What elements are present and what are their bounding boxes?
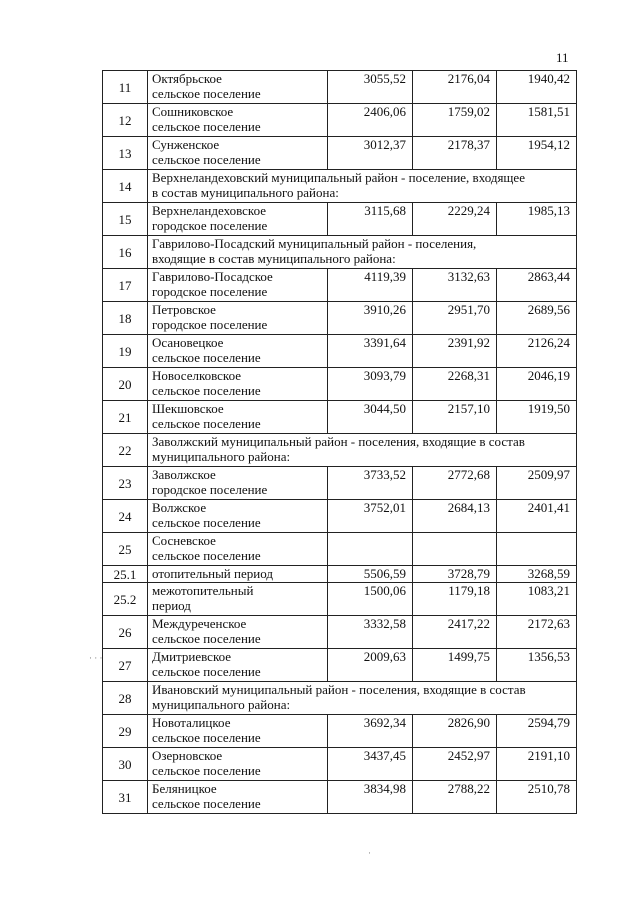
row-number-text: 28 [118, 690, 132, 706]
value-cell-1 [328, 500, 413, 533]
value-text: 2788,22 [447, 781, 490, 796]
dot-mark: · [368, 848, 371, 858]
value-cell-3 [497, 500, 577, 533]
value-text: 2594,79 [527, 715, 570, 730]
district-header-line1: Гаврилово-Посадский муниципальный район - поселения, [152, 236, 477, 251]
value-cell-1 [328, 401, 413, 434]
settlement-name-text: Сунженское [152, 137, 220, 152]
value-cell-3 [497, 335, 577, 368]
table-row [103, 368, 577, 401]
row-number [103, 203, 148, 236]
value-cell-3 [497, 533, 577, 566]
value-text: 2176,04 [447, 71, 490, 86]
row-number [103, 401, 148, 434]
value-cell-2 [413, 335, 497, 368]
table-row [103, 401, 577, 434]
value-cell-2 [413, 71, 497, 104]
row-number-text: 11 [118, 79, 132, 95]
row-number [103, 533, 148, 566]
value-cell-1 [328, 533, 413, 566]
value-text: 3055,52 [363, 71, 406, 86]
settlement-name [148, 269, 328, 302]
settlement-name-text: отопительный период [152, 566, 273, 581]
settlement-type-text: городское поселение [152, 317, 268, 332]
value-text: 3437,45 [363, 748, 406, 763]
row-number-text: 21 [118, 409, 132, 425]
row-number [103, 748, 148, 781]
settlement-name [148, 715, 328, 748]
settlement-name [148, 566, 328, 583]
row-number [103, 649, 148, 682]
value-cell-2 [413, 137, 497, 170]
row-number-text: 25 [118, 541, 132, 557]
value-text: 1985,13 [527, 203, 570, 218]
settlement-type-text: сельское поселение [152, 515, 261, 530]
value-cell-3 [497, 401, 577, 434]
value-cell-1 [328, 649, 413, 682]
value-cell-2 [413, 649, 497, 682]
settlement-type-text: сельское поселение [152, 119, 261, 134]
row-number [103, 583, 148, 616]
row-number [103, 368, 148, 401]
row-number-text: 19 [118, 343, 132, 359]
value-text: 2684,13 [447, 500, 490, 515]
value-text: 3733,52 [363, 467, 406, 482]
value-text: 3332,58 [363, 616, 406, 631]
value-text: 1759,02 [447, 104, 490, 119]
value-text: 2951,70 [447, 302, 490, 317]
table-row [103, 170, 577, 203]
settlement-name [148, 467, 328, 500]
value-text: 4119,39 [364, 269, 406, 284]
value-cell-2 [413, 467, 497, 500]
row-number [103, 236, 148, 269]
value-cell-1 [328, 302, 413, 335]
value-text: 3132,63 [447, 269, 490, 284]
row-number [103, 137, 148, 170]
value-text: 2268,31 [447, 368, 490, 383]
settlement-type-text: сельское поселение [152, 416, 261, 431]
value-cell-1 [328, 616, 413, 649]
row-number [103, 781, 148, 814]
value-cell-1 [328, 467, 413, 500]
value-cell-2 [413, 104, 497, 137]
row-number [103, 302, 148, 335]
settlement-type-text: сельское поселение [152, 350, 261, 365]
value-cell-3 [497, 104, 577, 137]
settlement-name [148, 335, 328, 368]
value-text: 1919,50 [527, 401, 570, 416]
row-number [103, 335, 148, 368]
value-cell-2 [413, 583, 497, 616]
district-header-line1: Ивановский муниципальный район - поселения, входящие в состав [152, 682, 526, 697]
page-number: 11 [556, 50, 569, 65]
row-number-text: 29 [118, 723, 132, 739]
value-text: 2229,24 [447, 203, 490, 218]
value-cell-3 [497, 71, 577, 104]
settlement-name-text: Шекшовское [152, 401, 224, 416]
table-row [103, 434, 577, 467]
settlement-name [148, 500, 328, 533]
district-header-line2: входящие в состав муниципального района: [152, 251, 396, 266]
value-text: 3044,50 [363, 401, 406, 416]
table-row [103, 302, 577, 335]
settlement-name [148, 748, 328, 781]
value-text: 2406,06 [363, 104, 406, 119]
district-header [148, 434, 577, 467]
table-row [103, 583, 577, 616]
table-row [103, 500, 577, 533]
row-number-text: 15 [118, 211, 132, 227]
table-row [103, 335, 577, 368]
row-number-text: 12 [118, 112, 132, 128]
row-number [103, 715, 148, 748]
value-cell-3 [497, 748, 577, 781]
value-text: 2126,24 [527, 335, 570, 350]
settlement-name-text: Сосневское [152, 533, 216, 548]
value-cell-1 [328, 715, 413, 748]
settlement-name-text: Заволжское [152, 467, 216, 482]
value-text: 3012,37 [363, 137, 406, 152]
settlement-name [148, 401, 328, 434]
value-cell-2 [413, 748, 497, 781]
row-number-text: 22 [118, 442, 132, 458]
value-text: 5506,59 [363, 566, 406, 581]
row-number-text: 17 [118, 277, 132, 293]
value-cell-2 [413, 368, 497, 401]
settlement-name-text: Верхнеландеховское [152, 203, 267, 218]
value-text: 1581,51 [527, 104, 570, 119]
value-cell-3 [497, 302, 577, 335]
district-header-line1: Заволжский муниципальный район - поселения, входящие в состав [152, 434, 525, 449]
value-cell-1 [328, 368, 413, 401]
row-number [103, 566, 148, 583]
row-number [103, 434, 148, 467]
district-header [148, 236, 577, 269]
value-cell-2 [413, 302, 497, 335]
value-cell-1 [328, 335, 413, 368]
value-cell-1 [328, 71, 413, 104]
settlement-type-text: городское поселение [152, 218, 268, 233]
row-number [103, 71, 148, 104]
settlement-name-text: Беляницкое [152, 781, 217, 796]
settlement-name [148, 203, 328, 236]
value-text: 3834,98 [363, 781, 406, 796]
value-text: 1940,42 [527, 71, 570, 86]
row-number-text: 16 [118, 244, 132, 260]
value-text: 1499,75 [447, 649, 490, 664]
settlement-type-text: сельское поселение [152, 548, 261, 563]
row-number-text: 24 [118, 508, 132, 524]
value-cell-3 [497, 203, 577, 236]
value-text: 3910,26 [363, 302, 406, 317]
row-number [103, 500, 148, 533]
row-number [103, 269, 148, 302]
value-cell-2 [413, 203, 497, 236]
settlement-type-text: сельское поселение [152, 796, 261, 811]
settlement-name-text: Гаврилово-Посадское [152, 269, 273, 284]
district-header [148, 170, 577, 203]
tariff-table [102, 70, 577, 814]
row-number-text: 20 [118, 376, 132, 392]
value-cell-3 [497, 566, 577, 583]
value-cell-3 [497, 467, 577, 500]
row-number-text: 13 [118, 145, 132, 161]
settlement-name-text: Сошниковское [152, 104, 234, 119]
table-row [103, 104, 577, 137]
value-cell-1 [328, 269, 413, 302]
row-number [103, 616, 148, 649]
settlement-name-text: Волжское [152, 500, 207, 515]
value-cell-2 [413, 781, 497, 814]
value-text: 2772,68 [447, 467, 490, 482]
table-row [103, 236, 577, 269]
value-text: 2510,78 [527, 781, 570, 796]
value-cell-3 [497, 368, 577, 401]
value-cell-1 [328, 583, 413, 616]
settlement-name-text: Новоталицкое [152, 715, 231, 730]
row-number-text: 25.2 [113, 591, 137, 607]
settlement-name-text: Петровское [152, 302, 216, 317]
value-cell-2 [413, 269, 497, 302]
row-number-text: 31 [118, 789, 132, 805]
row-number-text: 23 [118, 475, 132, 491]
value-text: 2509,97 [527, 467, 570, 482]
settlement-type-text: сельское поселение [152, 631, 261, 646]
settlement-type-text: сельское поселение [152, 763, 261, 778]
district-header-line2: в состав муниципального района: [152, 185, 339, 200]
value-text: 2178,37 [447, 137, 490, 152]
row-number-text: 14 [118, 178, 132, 194]
value-cell-2 [413, 616, 497, 649]
row-number [103, 682, 148, 715]
value-text: 3115,68 [364, 203, 406, 218]
settlement-name-text: Осановецкое [152, 335, 224, 350]
value-text: 3391,64 [363, 335, 406, 350]
settlement-name [148, 302, 328, 335]
settlement-name-text: Дмитриевское [152, 649, 232, 664]
value-cell-1 [328, 104, 413, 137]
value-cell-2 [413, 401, 497, 434]
settlement-type-text: сельское поселение [152, 152, 261, 167]
settlement-name [148, 616, 328, 649]
value-text: 2826,90 [447, 715, 490, 730]
settlement-name-text: межотопительный [152, 583, 254, 598]
value-text: 3728,79 [447, 566, 490, 581]
table-row [103, 467, 577, 500]
settlement-type-text: сельское поселение [152, 86, 261, 101]
settlement-type-text: городское поселение [152, 284, 268, 299]
value-text: 3752,01 [363, 500, 406, 515]
value-text: 2391,92 [447, 335, 490, 350]
district-header [148, 682, 577, 715]
value-text: 2452,97 [447, 748, 490, 763]
value-text: 1179,18 [448, 583, 490, 598]
value-cell-1 [328, 203, 413, 236]
settlement-type-text: сельское поселение [152, 730, 261, 745]
table-row [103, 715, 577, 748]
value-cell-2 [413, 533, 497, 566]
table-row [103, 566, 577, 583]
table-row [103, 649, 577, 682]
value-cell-3 [497, 137, 577, 170]
row-number-text: 18 [118, 310, 132, 326]
settlement-name-text: Озерновское [152, 748, 223, 763]
value-text: 2689,56 [527, 302, 570, 317]
settlement-name [148, 649, 328, 682]
district-header-line1: Верхнеландеховский муниципальный район - поселение, входящее [152, 170, 525, 185]
value-cell-1 [328, 748, 413, 781]
value-cell-2 [413, 566, 497, 583]
settlement-name [148, 71, 328, 104]
table-row [103, 269, 577, 302]
row-number [103, 467, 148, 500]
settlement-type-text: период [152, 598, 191, 613]
settlement-name-text: Октябрьское [152, 71, 222, 86]
table-row [103, 616, 577, 649]
value-text: 1083,21 [527, 583, 570, 598]
margin-mark: · · · [89, 653, 103, 663]
settlement-name [148, 583, 328, 616]
value-text: 2009,63 [363, 649, 406, 664]
settlement-name [148, 368, 328, 401]
value-text: 2401,41 [527, 500, 570, 515]
settlement-name [148, 137, 328, 170]
value-text: 3093,79 [363, 368, 406, 383]
value-text: 1356,53 [527, 649, 570, 664]
value-text: 1500,06 [363, 583, 406, 598]
table-row [103, 781, 577, 814]
table-row [103, 137, 577, 170]
settlement-type-text: городское поселение [152, 482, 268, 497]
settlement-name [148, 781, 328, 814]
district-header-line2: муниципального района: [152, 449, 291, 464]
row-number [103, 104, 148, 137]
settlement-type-text: сельское поселение [152, 664, 261, 679]
value-text: 2046,19 [527, 368, 570, 383]
row-number-text: 25.1 [113, 566, 137, 582]
settlement-name-text: Новоселковское [152, 368, 242, 383]
value-text: 3268,59 [527, 566, 570, 581]
settlement-type-text: сельское поселение [152, 383, 261, 398]
settlement-name [148, 533, 328, 566]
value-text: 3692,34 [363, 715, 406, 730]
value-cell-3 [497, 649, 577, 682]
settlement-name [148, 104, 328, 137]
table-row [103, 682, 577, 715]
row-number-text: 27 [118, 657, 132, 673]
row-number [103, 170, 148, 203]
value-cell-3 [497, 616, 577, 649]
value-cell-1 [328, 781, 413, 814]
district-header-line2: муниципального района: [152, 697, 291, 712]
value-text: 2172,63 [527, 616, 570, 631]
value-cell-3 [497, 583, 577, 616]
value-text: 1954,12 [527, 137, 570, 152]
value-text: 2191,10 [527, 748, 570, 763]
table-row [103, 533, 577, 566]
settlement-name-text: Междуреченское [152, 616, 247, 631]
row-number-text: 30 [118, 756, 132, 772]
row-number-text: 26 [118, 624, 132, 640]
value-cell-2 [413, 715, 497, 748]
value-cell-1 [328, 566, 413, 583]
value-text: 2417,22 [447, 616, 490, 631]
value-cell-3 [497, 269, 577, 302]
value-cell-3 [497, 715, 577, 748]
table-row [103, 203, 577, 236]
table-row [103, 71, 577, 104]
value-cell-1 [328, 137, 413, 170]
value-text: 2157,10 [447, 401, 490, 416]
value-cell-3 [497, 781, 577, 814]
value-cell-2 [413, 500, 497, 533]
table-row [103, 748, 577, 781]
value-text: 2863,44 [527, 269, 570, 284]
